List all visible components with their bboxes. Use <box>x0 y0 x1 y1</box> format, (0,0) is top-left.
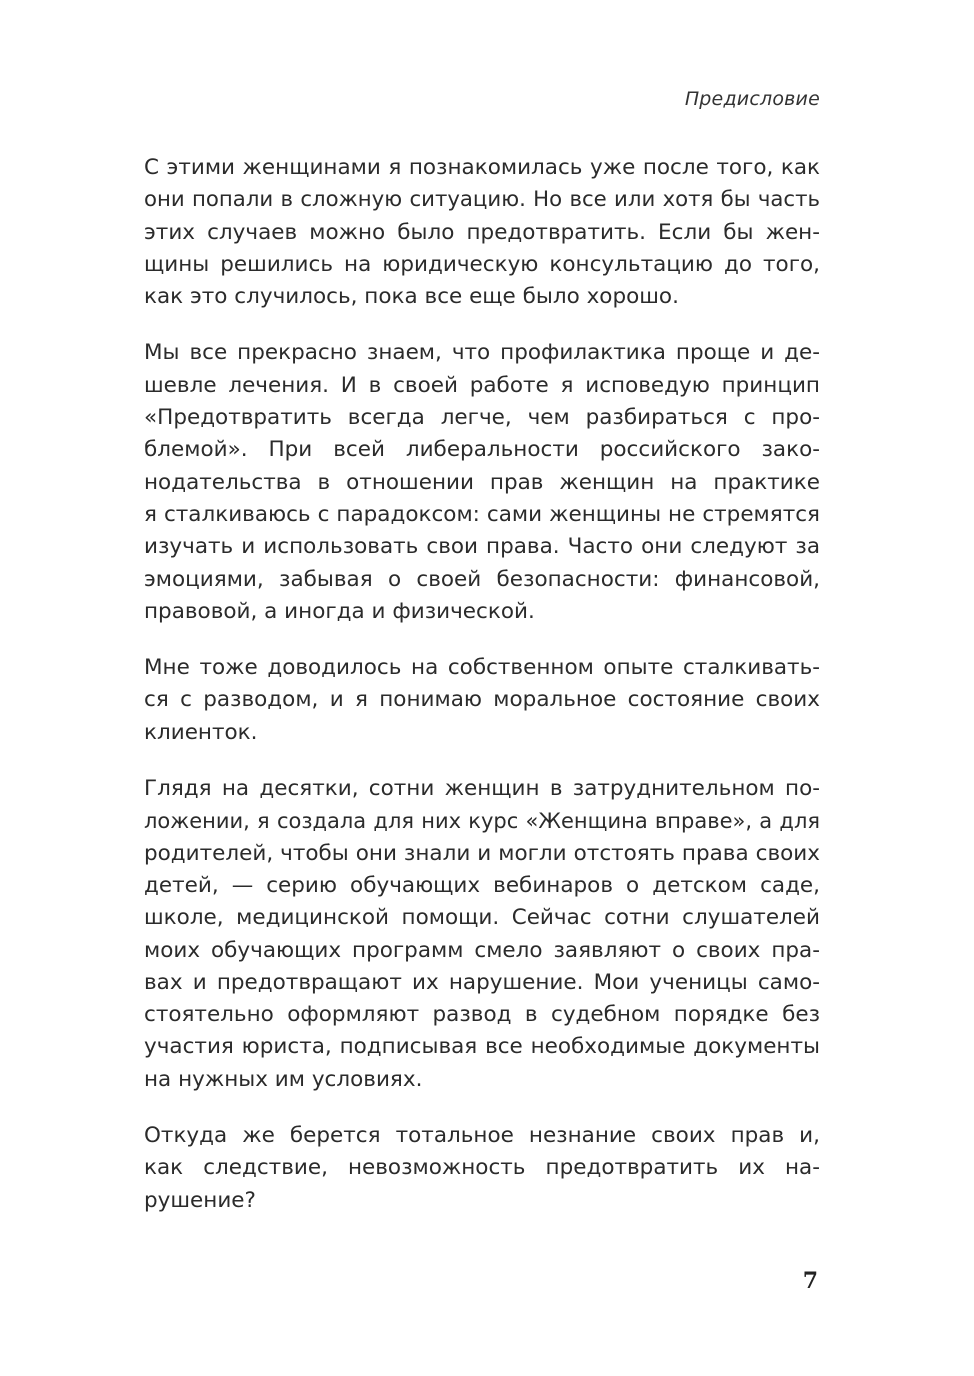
text-line: клиенток. <box>144 719 258 745</box>
text-line: ся с разводом, и я понимаю моральное состояние своих <box>144 687 820 713</box>
text-line: моих обучающих программ смело заявляют о своих пра- <box>144 937 820 963</box>
text-line: эмоциями, забывая о своей безопасности: финансовой, <box>144 566 820 592</box>
text-line: на нужных им условиях. <box>144 1066 423 1092</box>
text-line: они попали в сложную ситуацию. Но все или хотя бы часть <box>144 187 820 213</box>
text-line: правовой, а иногда и физической. <box>144 598 535 624</box>
text-line: изучать и использовать свои права. Часто они следуют за <box>144 534 820 560</box>
page-number: 7 <box>802 1268 818 1294</box>
paragraph-3 <box>144 652 820 749</box>
text-line: Глядя на десятки, сотни женщин в затруднительном по- <box>144 776 820 802</box>
text-line: блемой». При всей либеральности российского зако- <box>144 437 820 463</box>
body-text <box>144 152 820 1241</box>
text-line: шевле лечения. И в своей работе я исповедую принцип <box>144 372 820 398</box>
text-line: Мы все прекрасно знаем, что профилактика проще и де- <box>144 340 820 366</box>
text-line: родителей, чтобы они знали и могли отстоять права своих <box>144 840 820 866</box>
text-line: стоятельно оформляют развод в судебном порядке без <box>144 1002 820 1028</box>
paragraph-5 <box>144 1120 820 1217</box>
paragraph-4 <box>144 773 820 1096</box>
text-line: вах и предотвращают их нарушение. Мои ученицы само- <box>144 969 820 995</box>
text-line: участия юриста, подписывая все необходимые документы <box>144 1034 820 1060</box>
text-line: С этими женщинами я познакомилась уже после того, как <box>144 155 820 180</box>
text-line: щины решились на юридическую консультацию до того, <box>144 251 820 277</box>
paragraph-2 <box>144 337 820 628</box>
text-line: этих случаев можно было предотвратить. Если бы жен- <box>144 219 820 245</box>
text-line: «Предотвратить всегда легче, чем разбираться с про- <box>144 405 820 431</box>
text-line: Откуда же берется тотальное незнание своих прав и, <box>144 1123 820 1149</box>
text-line: рушение? <box>144 1187 256 1213</box>
text-line: я сталкиваюсь с парадоксом: сами женщины не стремятся <box>144 501 820 527</box>
running-header: Предисловие <box>684 88 820 110</box>
text-line: Мне тоже доводилось на собственном опыте сталкивать- <box>144 655 820 681</box>
text-line: нодательства в отношении прав женщин на практике <box>144 469 820 495</box>
text-line: ложении, я создала для них курс «Женщина вправе», а для <box>144 809 820 834</box>
paragraph-1 <box>144 152 820 313</box>
text-line: как следствие, невозможность предотвратить их на- <box>144 1155 820 1181</box>
text-line: детей, — серию обучающих вебинаров о детском саде, <box>144 872 820 898</box>
text-line: школе, медицинской помощи. Сейчас сотни слушателей <box>144 905 820 931</box>
text-line: как это случилось, пока все еще было хорошо. <box>144 284 679 310</box>
